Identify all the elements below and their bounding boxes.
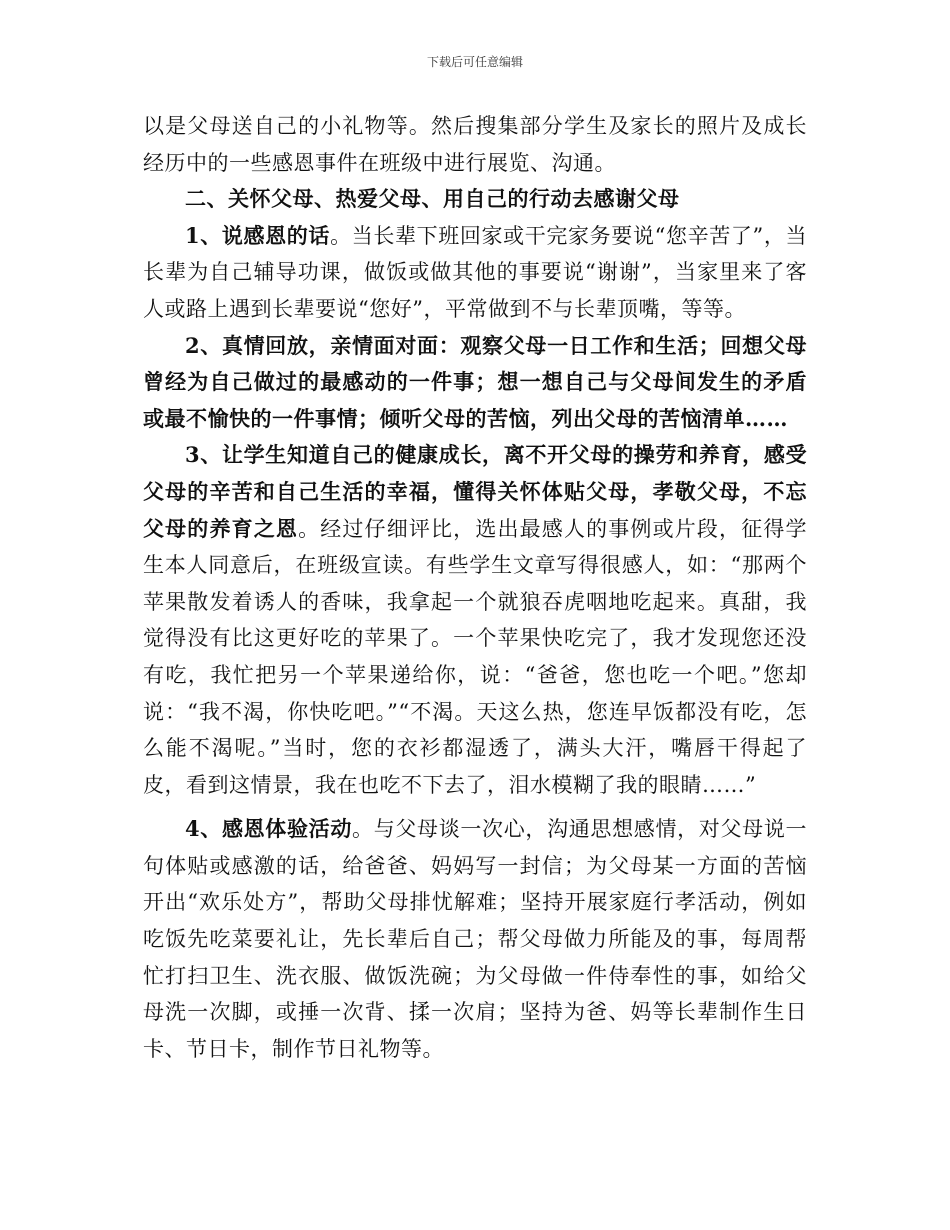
item-3-text: 。经过仔细评比，选出最感人的事例或片段，征得学生本人同意后，在班级宣读。有些学生文章写得很感人，如：“那两个苹果散发着诱人的香味，我拿起一个就狼吞虎咽地吃起来。真甜，我觉得没有比这更好吃的苹果了。一个苹果快吃完了，我才发现您还没有吃，我忙把另一个苹果递给你，说：“爸爸，您也吃一个吧。”您却说：“我不渴，你快吃吧。”“不渴。天这么热，您连早饭都没有吃，怎么能不渴呢。”当时，您的衣衫都湿透了，满头大汗，嘴唇干得起了皮，看到这情景，我在也吃不下去了，泪水模糊了我的眼睛……” [143, 516, 808, 797]
page-header: 下载后可任意编辑 [426, 55, 523, 69]
paragraph-continuation: 以是父母送自己的小礼物等。然后搜集部分学生及家长的照片及成长经历中的一些感恩事件在班级中进行展览、沟通。 [143, 114, 807, 175]
document-body [143, 108, 807, 1067]
section-heading: 二、关怀父母、热爱父母、用自己的行动去感谢父母 [185, 186, 680, 212]
item-4-text: 。与父母谈一次心，沟通思想感情，对父母说一句体贴或感激的话，给爸爸、妈妈写一封信；为父母某一方面的苦恼开出“欢乐处方”，帮助父母排忧解难；坚持开展家庭行孝活动，例如吃饭先吃菜要礼让，先长辈后自己；帮父母做力所能及的事，每周帮忙打扫卫生、洗衣服、做饭洗碗；为父母做一件侍奉性的事，如给父母洗一次脚，或捶一次背、揉一次肩；坚持为爸、妈等长辈制作生日卡、节日卡，制作节日礼物等。 [143, 817, 807, 1061]
paragraph-item-2: 2、真情回放，亲情面对面：观察父母一日工作和生活；回想父母曾经为自己做过的最感动的一件事；想一想自己与父母间发生的矛盾或最不愉快的一件事情；倾听父母的苦恼，列出父母的苦恼清单…… [143, 332, 807, 431]
paragraph-item-4 [143, 811, 807, 1067]
item-3-title: 3、让学生知道自己的健康成长，离不开父母的操劳和养育，感受父母的辛苦和自己生活的幸福，懂得关怀体贴父母，孝敬父母，不忘父母的养育之恩 [143, 442, 807, 541]
paragraph-item-1 [143, 218, 807, 328]
item-1-text: 。当长辈下班回家或干完家务要说“您辛苦了”，当长辈为自己辅导功课，做饭或做其他的事要说“谢谢”，当家里来了客人或路上遇到长辈要说“您好”，平常做到不与长辈顶嘴，等等。 [143, 223, 807, 321]
item-4-title: 4、感恩体验活动 [185, 816, 353, 842]
item-1-title: 1、说感恩的话 [185, 222, 331, 248]
paragraph-item-3 [143, 437, 807, 803]
